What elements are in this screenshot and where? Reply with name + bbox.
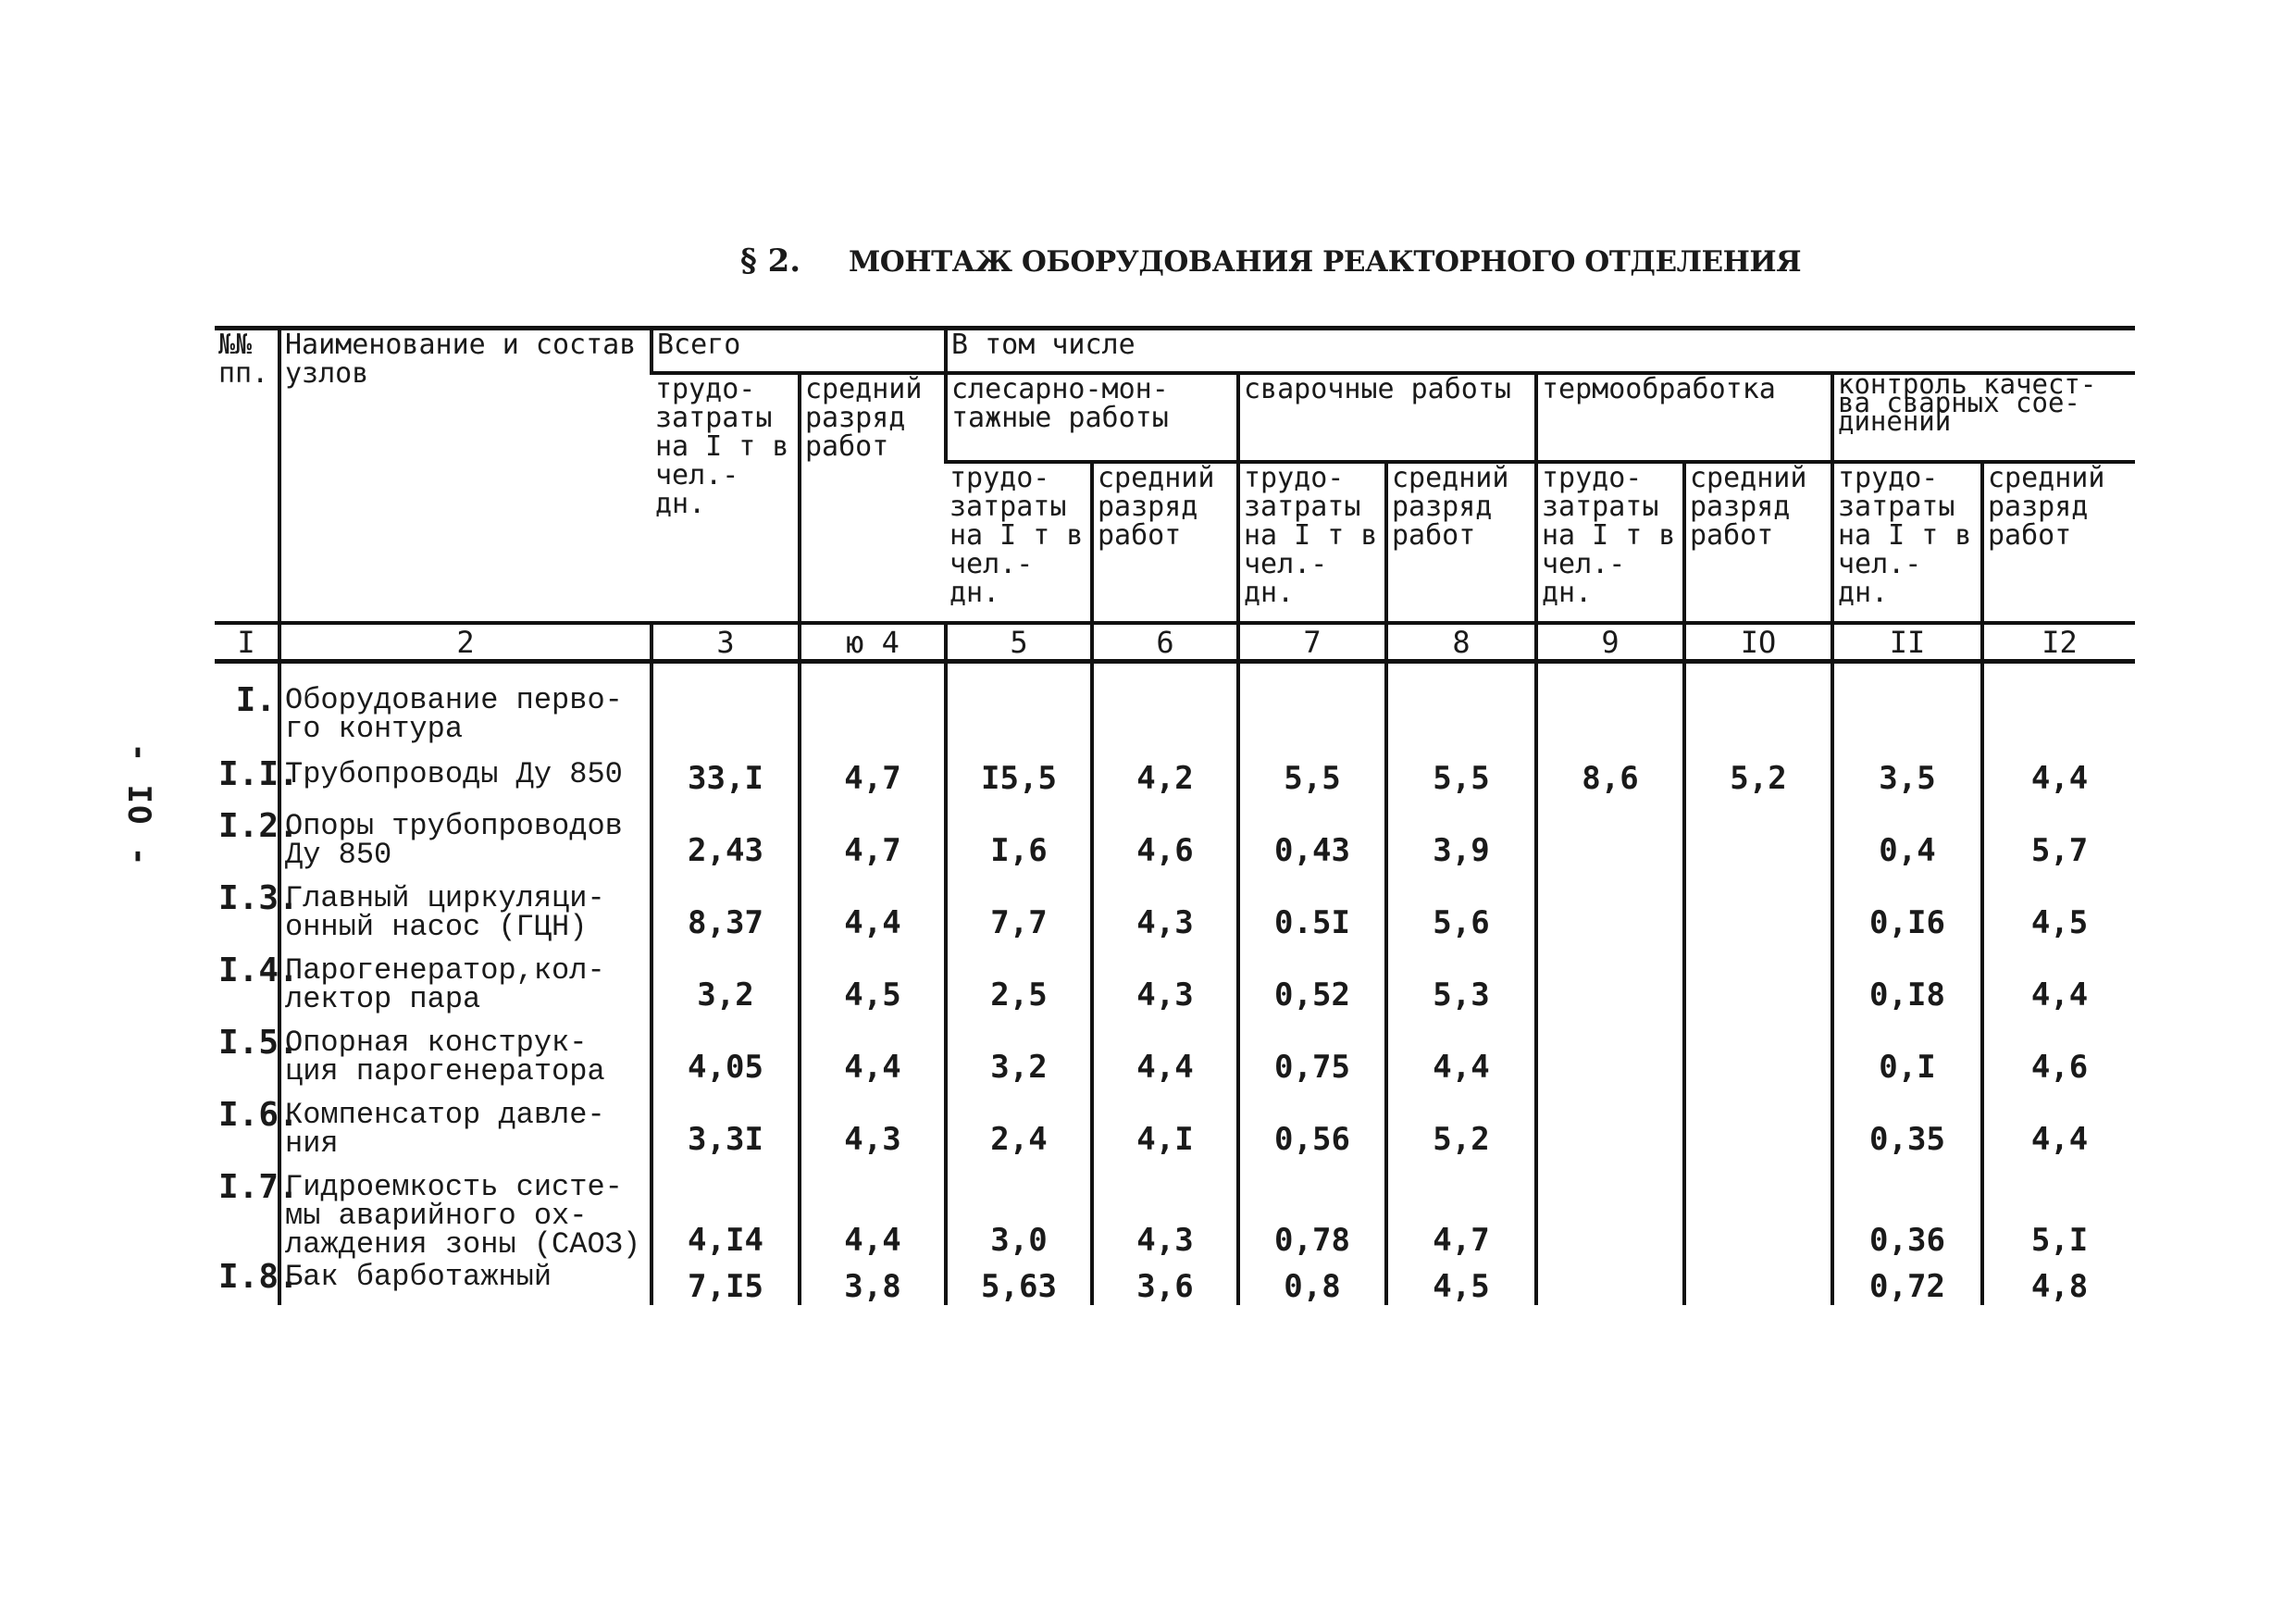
cell-value: 2,5 <box>946 941 1092 1014</box>
header-control-labor: трудо- затраты на I т в чел.- дн. <box>1832 462 1982 623</box>
section-number: § 2. <box>740 243 801 280</box>
cell-value <box>1536 1014 1684 1086</box>
header-group-assembly: слесарно-мон- тажные работы <box>946 373 1238 462</box>
cell-value: 4,3 <box>800 1086 946 1158</box>
cell-value: 4,I4 <box>652 1158 800 1259</box>
cell-value: 0,43 <box>1238 797 1386 869</box>
row-number: I.4. <box>218 952 299 989</box>
row-name: Оборудование перво- го контура <box>279 686 652 743</box>
table-row <box>215 1158 2135 1259</box>
cell-value: 5,3 <box>1386 941 1536 1014</box>
cell-value: 0,75 <box>1238 1014 1386 1086</box>
cell-value <box>1536 1086 1684 1158</box>
header-group-heat: термообработка <box>1536 373 1832 462</box>
cell-value: 5,5 <box>1386 743 1536 797</box>
column-number: 6 <box>1092 623 1238 662</box>
cell-value <box>1684 1158 1832 1259</box>
cell-value <box>1982 686 2135 743</box>
cell-value: 4,8 <box>1982 1259 2135 1305</box>
cell-value: 4,05 <box>652 1014 800 1086</box>
cell-value <box>1238 686 1386 743</box>
column-number: 7 <box>1238 623 1386 662</box>
page-title <box>740 243 1801 280</box>
cell-value <box>1092 686 1238 743</box>
row-number: I.6. <box>218 1096 299 1134</box>
cell-value: 8,37 <box>652 869 800 941</box>
cell-value: 0,36 <box>1832 1158 1982 1259</box>
cell-value: 0.5I <box>1238 869 1386 941</box>
row-number: I.I. <box>218 755 299 793</box>
cell-value: 3,2 <box>946 1014 1092 1086</box>
cell-value <box>1684 941 1832 1014</box>
cell-value: 0,I8 <box>1832 941 1982 1014</box>
header-no: №№ пп. <box>215 329 279 624</box>
cell-value: 4,7 <box>1386 1158 1536 1259</box>
cell-value: 3,8 <box>800 1259 946 1305</box>
column-number: 5 <box>946 623 1092 662</box>
column-number: IO <box>1684 623 1832 662</box>
column-number: II <box>1832 623 1982 662</box>
row-name: Опоры трубопроводов Ду 850 <box>279 797 652 869</box>
cell-value <box>1832 686 1982 743</box>
cell-value <box>1536 869 1684 941</box>
cell-value: 4,4 <box>800 1014 946 1086</box>
cell-value: 4,3 <box>1092 869 1238 941</box>
cell-value <box>946 686 1092 743</box>
table-row <box>215 743 2135 797</box>
cell-value: 4,5 <box>1386 1259 1536 1305</box>
header-welding-grade: средний разряд работ <box>1386 462 1536 623</box>
cell-value <box>1536 1259 1684 1305</box>
row-number: I.3. <box>218 879 299 917</box>
cell-value: 4,4 <box>1982 1086 2135 1158</box>
cell-value: 4,6 <box>1982 1014 2135 1086</box>
header-total-grade: средний разряд работ <box>800 373 946 623</box>
row-number: I.5. <box>218 1024 299 1062</box>
column-number: 8 <box>1386 623 1536 662</box>
table-row <box>215 941 2135 1014</box>
row-number: I.2. <box>218 807 299 845</box>
cell-value: I5,5 <box>946 743 1092 797</box>
table-row <box>215 1014 2135 1086</box>
cell-value: 0,72 <box>1832 1259 1982 1305</box>
cell-value: 5,7 <box>1982 797 2135 869</box>
column-number-row <box>215 623 2135 662</box>
cell-value: 4,7 <box>800 743 946 797</box>
cell-value <box>652 686 800 743</box>
cell-value: 4,4 <box>1386 1014 1536 1086</box>
row-number: I.8. <box>218 1258 299 1296</box>
cell-value <box>1536 941 1684 1014</box>
cell-value: 0,35 <box>1832 1086 1982 1158</box>
cell-value <box>1536 797 1684 869</box>
row-number: I.7. <box>218 1168 299 1206</box>
row-name: Парогенератор,кол- лектор пара <box>279 941 652 1014</box>
cell-value: 8,6 <box>1536 743 1684 797</box>
cell-value: 4,4 <box>800 1158 946 1259</box>
cell-value: 4,2 <box>1092 743 1238 797</box>
header-group-control: контроль качест- ва сварных сое- динений <box>1832 373 2135 462</box>
column-number: 9 <box>1536 623 1684 662</box>
table-row <box>215 686 2135 743</box>
cell-value <box>1536 1158 1684 1259</box>
labor-table <box>215 326 2135 1305</box>
cell-value: 0,8 <box>1238 1259 1386 1305</box>
cell-value <box>1386 686 1536 743</box>
table-row <box>215 1086 2135 1158</box>
cell-value: 4,7 <box>800 797 946 869</box>
cell-value: 3,5 <box>1832 743 1982 797</box>
cell-value: 4,3 <box>1092 941 1238 1014</box>
table-row <box>215 1259 2135 1305</box>
row-name: Бак барботажный <box>279 1259 652 1305</box>
cell-value: I,6 <box>946 797 1092 869</box>
column-number: 3 <box>652 623 800 662</box>
cell-value <box>1684 1259 1832 1305</box>
cell-value: 4,6 <box>1092 797 1238 869</box>
cell-value: 7,I5 <box>652 1259 800 1305</box>
cell-value <box>1684 686 1832 743</box>
table-row <box>215 869 2135 941</box>
column-number: 2 <box>279 623 652 662</box>
cell-value: 5,2 <box>1386 1086 1536 1158</box>
cell-value: 4,4 <box>1092 1014 1238 1086</box>
cell-value: 5,63 <box>946 1259 1092 1305</box>
header-including: В том числе <box>946 329 2135 374</box>
column-number: I2 <box>1982 623 2135 662</box>
cell-value: 4,5 <box>800 941 946 1014</box>
column-number: I <box>215 623 279 662</box>
row-number: I. <box>235 681 276 719</box>
cell-value: 3,0 <box>946 1158 1092 1259</box>
cell-value: 4,I <box>1092 1086 1238 1158</box>
header-control-grade: средний разряд работ <box>1982 462 2135 623</box>
section-title: МОНТАЖ ОБОРУДОВАНИЯ РЕАКТОРНОГО ОТДЕЛЕНИЯ <box>848 245 1802 279</box>
row-name: Главный циркуляци- онный насос (ГЦН) <box>279 869 652 941</box>
header-total-labor: трудо- затраты на I т в чел.- дн. <box>652 373 800 623</box>
page-number: - IO - <box>120 742 157 868</box>
row-name: Гидроемкость систе- мы аварийного ох- лаждения зоны (САОЗ) <box>279 1158 652 1259</box>
cell-value: 0,4 <box>1832 797 1982 869</box>
cell-value <box>800 686 946 743</box>
header-group-welding: сварочные работы <box>1238 373 1536 462</box>
column-number: ю 4 <box>800 623 946 662</box>
cell-value: 5,I <box>1982 1158 2135 1259</box>
row-name: Опорная конструк- ция парогенератора <box>279 1014 652 1086</box>
cell-value <box>1684 797 1832 869</box>
cell-value: 3,3I <box>652 1086 800 1158</box>
cell-value: 0,I <box>1832 1014 1982 1086</box>
cell-value: 7,7 <box>946 869 1092 941</box>
cell-value <box>1684 869 1832 941</box>
cell-value <box>1684 1086 1832 1158</box>
cell-value: 0,52 <box>1238 941 1386 1014</box>
cell-value: 0,I6 <box>1832 869 1982 941</box>
cell-value: 3,9 <box>1386 797 1536 869</box>
header-heat-grade: средний разряд работ <box>1684 462 1832 623</box>
cell-value: 2,4 <box>946 1086 1092 1158</box>
header-assembly-grade: средний разряд работ <box>1092 462 1238 623</box>
table-row <box>215 797 2135 869</box>
cell-value: 4,4 <box>1982 941 2135 1014</box>
header-heat-labor: трудо- затраты на I т в чел.- дн. <box>1536 462 1684 623</box>
cell-value: 2,43 <box>652 797 800 869</box>
cell-value: 33,I <box>652 743 800 797</box>
header-welding-labor: трудо- затраты на I т в чел.- дн. <box>1238 462 1386 623</box>
cell-value: 4,4 <box>1982 743 2135 797</box>
header-assembly-labor: трудо- затраты на I т в чел.- дн. <box>946 462 1092 623</box>
row-name: Компенсатор давле- ния <box>279 1086 652 1158</box>
cell-value: 4,3 <box>1092 1158 1238 1259</box>
cell-value: 5,6 <box>1386 869 1536 941</box>
cell-value: 3,6 <box>1092 1259 1238 1305</box>
cell-value: 5,2 <box>1684 743 1832 797</box>
header-name: Наименование и состав узлов <box>279 329 652 624</box>
cell-value <box>1536 686 1684 743</box>
header-total: Всего <box>652 329 946 374</box>
cell-value: 3,2 <box>652 941 800 1014</box>
cell-value: 0,56 <box>1238 1086 1386 1158</box>
cell-value: 4,4 <box>800 869 946 941</box>
cell-value: 4,5 <box>1982 869 2135 941</box>
cell-value <box>1684 1014 1832 1086</box>
cell-value: 0,78 <box>1238 1158 1386 1259</box>
row-name: Трубопроводы Ду 850 <box>279 743 652 797</box>
cell-value: 5,5 <box>1238 743 1386 797</box>
